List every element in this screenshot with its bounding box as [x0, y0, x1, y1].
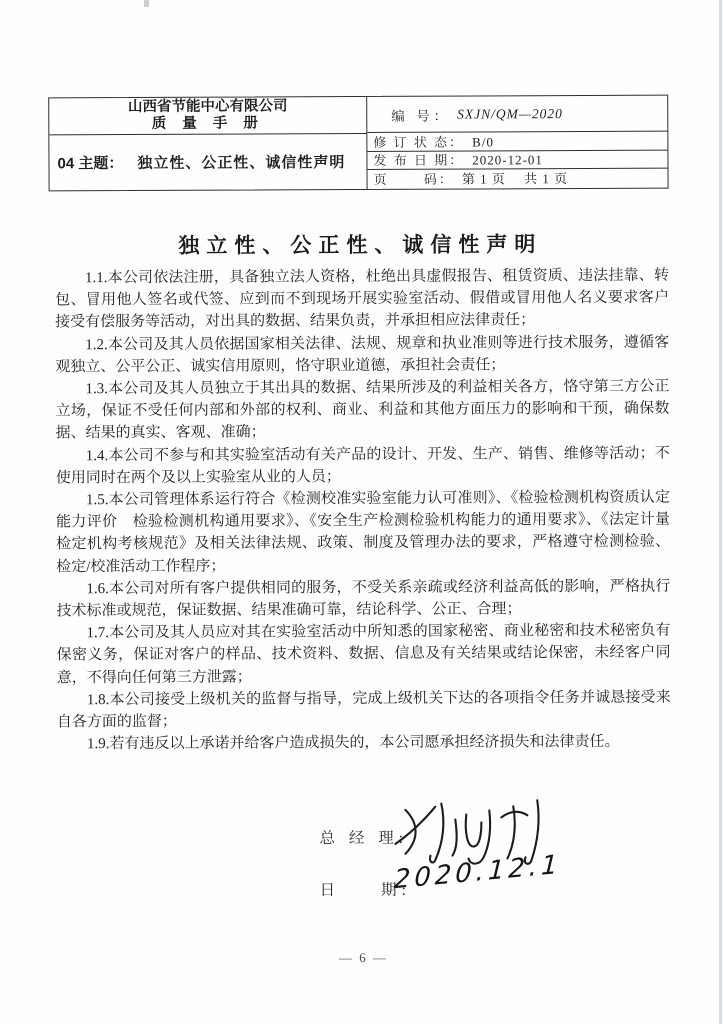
revision-status-value: B/0: [472, 133, 494, 150]
header-left-column: [49, 97, 367, 190]
issue-date-row: [367, 150, 667, 170]
paragraph-1-5: 1.5.本公司管理体系运行符合《检测校准实验室能力认可准则》、《检验检测机构资质认定能力评价 检验检测机构通用要求》、《安全生产检测检验机构能力的通用要求》、《法定计量检定机构考核规范》及相关法律法规、政策、制度及管理办法的要求，严格遵守检测检验、检定/校准活动工作程序；: [56, 489, 671, 575]
paragraph-1-2: 1.2.本公司及其人员依据国家相关法律、法规、规章和执业准则等进行技术服务，遵循客观独立、公平公正、诚实信用原则，恪守职业道德，承担社会责任；: [55, 334, 670, 376]
doc-number-value: SXJN/QM—2020: [457, 105, 563, 122]
general-manager-label: 总 经 理:: [319, 829, 409, 848]
topic-cell: [49, 134, 366, 190]
revision-status-row: [367, 132, 667, 152]
company-name: 山西省节能中心有限公司: [127, 98, 288, 116]
company-title-cell: [49, 97, 366, 135]
page-number-label: 页 码：: [373, 171, 454, 188]
paragraph-1-1: 1.1.本公司依法注册，具备独立法人资格，杜绝出具虚假报告、租赁资质、违法挂靠、转包、冒用他人签名或代签、应到而不到现场开展实验室活动、假借或冒用他人名义要求客户接受有偿服务等活动，对出具的数据、结果负责，并承担相应法律责任；: [55, 267, 670, 331]
page-title: 独立性、公正性、诚信性声明: [178, 233, 543, 258]
issue-date-label: 发 布 日 期：: [373, 152, 465, 169]
page-number-value: 第 1 页 共 1 页: [461, 171, 569, 187]
paragraph-1-3: 1.3.本公司及其人员独立于其出具的数据、结果所涉及的利益相关各方，恪守第三方公正立场，保证不受任何内部和外部的权利、商业、利益和其他方面压力的影响和干预，确保数据、结果的真实、客观、准确；: [55, 378, 670, 442]
doc-number-cell: [367, 96, 667, 134]
declaration-body: [55, 265, 671, 756]
paragraph-1-7: 1.7.本公司及其人员应对其在实验室活动中所知悉的国家秘密、商业秘密和技术秘密负有保密义务，保证对客户的样品、技术资料、数据、信息及有关结果或结论保密，未经客户同意，不得向任何第三方泄露；: [56, 622, 671, 686]
paragraph-1-8: 1.8.本公司接受上级机关的监督与指导，完成上级机关下达的各项指令任务并诚恳接受来自各方面的监督；: [56, 689, 671, 731]
manual-title: 质 量 手 册: [151, 115, 264, 132]
date-label: 日 期:: [319, 881, 412, 900]
issue-date-value: 2020-12-01: [472, 152, 543, 168]
paragraph-1-6: 1.6.本公司对所有客户提供相同的服务，不受关系亲疏或经济利益高低的影响，严格执行技术标准或规范，保证数据、结果准确可靠，结论科学、公正、合理；: [56, 578, 671, 620]
doc-number-label: 编 号：: [391, 108, 452, 124]
header-right-column: [367, 96, 667, 189]
footer-page-number: — 6 —: [338, 949, 388, 966]
handwritten-date: 2020.12.1: [393, 849, 563, 896]
topic-value: 独立性、公正性、诚信性声明: [137, 154, 346, 172]
page-number-row: [368, 169, 668, 189]
paragraph-1-9: 1.9.若有违反以上承诺并给客户造成损失的，本公司愿承担经济损失和法律责任。: [86, 734, 620, 753]
topic-label: 04 主题：: [57, 155, 124, 173]
paragraph-1-4: 1.4.本公司不参与和其实验室活动有关产品的设计、开发、生产、销售、维修等活动；不使用同时在两个及以上实验室从业的人员；: [55, 445, 670, 487]
revision-status-label: 修 订 状 态：: [373, 134, 465, 150]
document-header-table: [48, 95, 668, 192]
